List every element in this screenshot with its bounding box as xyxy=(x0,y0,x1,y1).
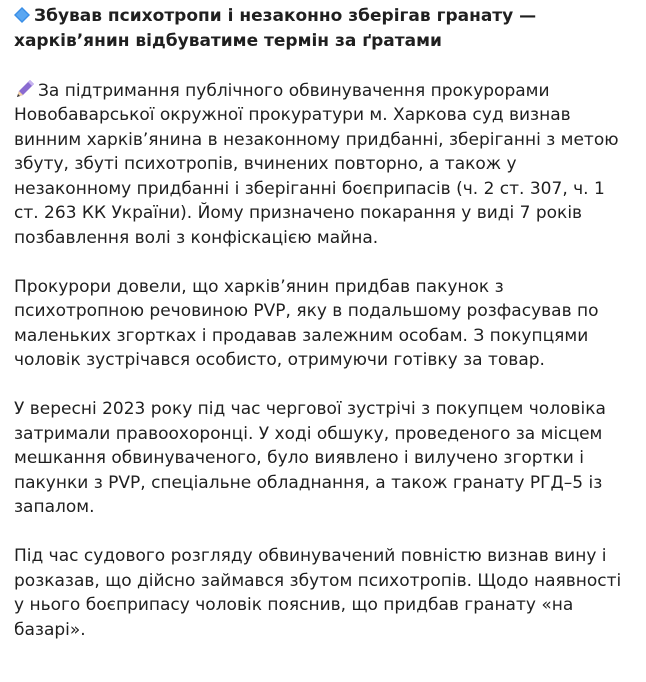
paragraph-1-text: За підтримання публічного обвинувачення прокурорами Новобаварської окружної прокуратури м. Харкова суд визнав винним харків’янина в незаконному придбанні, зберіганні з метою збуту, збуті психотропів, вчинених повторно, а також у незаконному придбанні і зберіганні боєприпасів (ч. 2 ст. 307, ч. 1 ст. 263 КК України). Йому призначено покарання у виді 7 років позбавлення волі з конфіскацією майна. xyxy=(14,80,619,248)
paragraph-2: Прокурори довели, що харків’янин придбав пакунок з психотропною речовиною PVP, яку в подальшому розфасував по маленьких згортках і продавав залежним особам. З покупцями чоловік зустрічався особисто, отримуючи готівку за товар. xyxy=(14,276,599,370)
scrollbar[interactable] xyxy=(638,0,646,682)
paragraph-4: Під час судового розгляду обвинувачений повністю визнав вину і розказав, що дійсно займався збутом психотропів. Щодо наявності у нього боєприпасу чоловік пояснив, що придбав гранату «на базарі». xyxy=(14,546,622,640)
post-title xyxy=(14,4,630,53)
post-title-line2: харків’янин відбуватиме термін за ґратами xyxy=(14,30,442,51)
post-title-line1: Збував психотропи і незаконно зберігав гранату — xyxy=(34,6,537,26)
blue-diamond-icon xyxy=(14,7,30,23)
paragraph-3: У вересні 2023 року під час чергової зустрічі з покупцем чоловіка затримали правоохоронці. У ході обшуку, проведеного за місцем мешкання обвинуваченого, було виявлено і вилучено згортки і пакунки з PVP, спеціальне обладнання, а також гранату РГД–5 із запалом. xyxy=(14,399,606,517)
pen-icon xyxy=(14,78,36,100)
paragraph-1 xyxy=(14,78,630,251)
